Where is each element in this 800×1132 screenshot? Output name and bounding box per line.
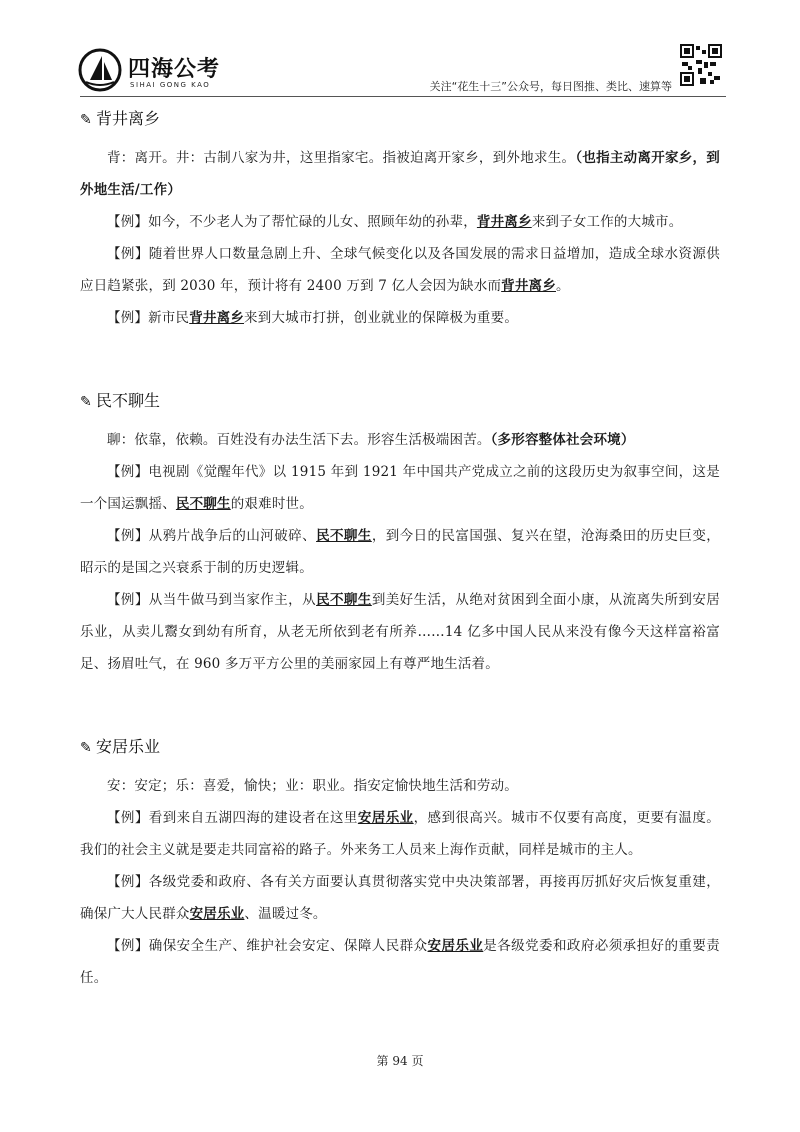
example-text: 【例】看到来自五湖四海的建设者在这里 [107,810,358,826]
example-paragraph [80,456,720,520]
example-text: 来到子女工作的大城市。 [531,214,683,230]
example-text: 、温暖过冬。 [244,906,327,922]
logo-english-text: SIHAI GONG KAO [130,81,211,89]
header-note: 关注“花生十三”公众号，每日图推、类比、速算等 [429,80,672,93]
definition-text: 安：安定；乐：喜爱，愉快；业：职业。指安定愉快地生活和劳动。 [107,778,518,794]
example-text: 【例】随着世界人口数量急剧上升、全球气候变化以及各国发展的需求日益增加，造成全球水资源供应日趋紧张，到 2030 年，预计将有 2400 万到 7 亿人会因为缺水而 [80,246,720,294]
example-paragraph [80,302,720,334]
idiom-title-text: 背井离乡 [96,109,161,128]
idiom-definition [80,142,720,206]
example-text: 到美好生活，从绝对贫困到全面小康，从流离失所到安居乐业，从卖儿鬻女到幼有所育，从老无所依到老有所养……14 亿多中国人民从来没有像今天这样富裕富足、扬眉吐气，在 960 多万平方公里的美丽家园上有尊严地生活着。 [80,592,720,672]
pencil-icon: ✎ [80,740,92,756]
highlighted-idiom: 民不聊生 [316,592,372,608]
highlighted-idiom: 背井离乡 [476,214,532,230]
example-paragraph [80,206,720,238]
example-paragraph [80,584,720,680]
idiom-title [80,388,720,414]
example-text: 来到大城市打拼，创业就业的保障极为重要。 [244,310,519,326]
example-paragraph [80,930,720,994]
example-text: 【例】电视剧《觉醒年代》以 1915 年到 1921 年中国共产党成立之前的这段历史为叙事空间，这是一个国运飘摇、 [80,464,720,512]
idiom-definition [80,424,720,456]
page-header [0,0,800,100]
idiom-definition [80,770,720,802]
logo-chinese-text: 四海公考 [128,57,221,82]
page-number: 第 94 页 [376,1054,424,1068]
idiom-section [80,106,720,334]
example-text: 。 [555,278,570,294]
highlighted-idiom: 安居乐业 [427,938,484,954]
example-text: 【例】从当牛做马到当家作主，从 [107,592,317,608]
definition-text: 背：离开。井：古制八家为井，这里指家宅。指被迫离开家乡，到外地求生。 [107,150,576,166]
sailboat-logo-icon [78,48,122,92]
pencil-icon: ✎ [80,112,92,128]
highlighted-idiom: 安居乐业 [357,810,414,826]
idiom-section [80,388,720,680]
example-text: 【例】确保安全生产、维护社会安定、保障人民群众 [107,938,428,954]
example-paragraph [80,802,720,866]
example-text: 【例】从鸦片战争后的山河破碎、 [107,528,317,544]
idiom-title-text: 民不聊生 [96,391,161,410]
example-text: 【例】如今，不少老人为了帮忙碌的儿女、照顾年幼的孙辈， [107,214,477,230]
highlighted-idiom: 民不聊生 [316,528,372,544]
definition-text: 聊：依靠，依赖。百姓没有办法生活下去。形容生活极端困苦。 [107,432,491,448]
example-paragraph [80,520,720,584]
document-body [80,106,720,1048]
highlighted-idiom: 安居乐业 [189,906,245,922]
definition-note: （也指主动离开家乡，到外地生活/工作） [80,150,720,198]
example-text: 的艰难时世。 [230,496,313,512]
idiom-title-text: 安居乐业 [96,737,161,756]
idiom-title [80,106,720,132]
example-text: ，感到很高兴。城市不仅要有高度，更要有温度。我们的社会主义就是要走共同富裕的路子。外来务工人员来上海作贡献，同样是城市的主人。 [80,810,720,858]
example-text: 是各级党委和政府必须承担好的重要责任。 [80,938,720,986]
qr-code-icon [680,44,722,86]
example-text: 【例】各级党委和政府、各有关方面要认真贯彻落实党中央决策部署，再接再厉抓好灾后恢复重建，确保广大人民群众 [80,874,720,922]
definition-note: （多形容整体社会环境） [490,432,635,448]
highlighted-idiom: 民不聊生 [175,496,231,512]
example-paragraph [80,866,720,930]
idiom-section [80,734,720,994]
example-paragraph [80,238,720,302]
logo [78,48,238,96]
highlighted-idiom: 背井离乡 [501,278,556,294]
example-text: 【例】新市民 [107,310,190,326]
example-text: ，到今日的民富国强、复兴在望，沧海桑田的历史巨变，昭示的是国之兴衰系于制的历史逻辑。 [80,528,720,576]
highlighted-idiom: 背井离乡 [189,310,245,326]
idiom-title [80,734,720,760]
header-divider [80,96,726,97]
pencil-icon: ✎ [80,394,92,410]
